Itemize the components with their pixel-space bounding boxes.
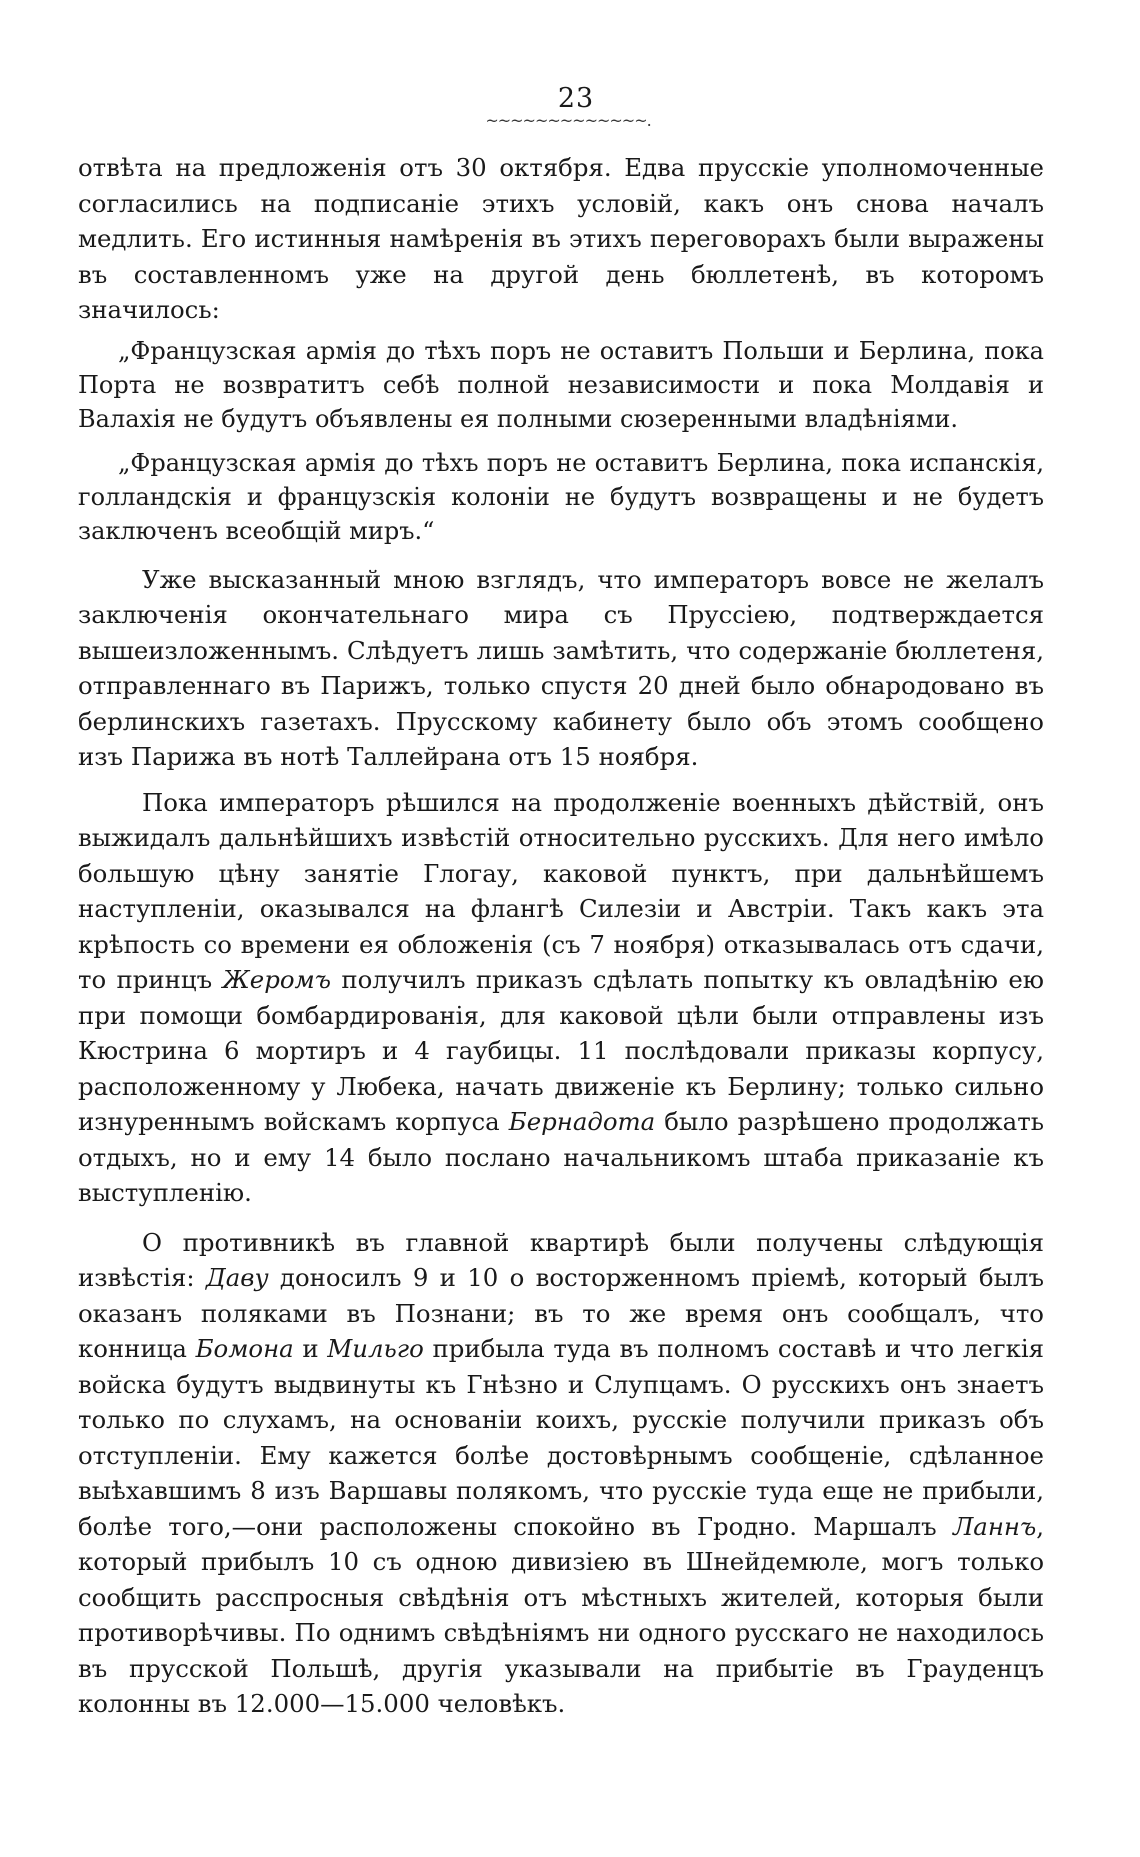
paragraph: отвѣта на предложенія отъ 30 октября. Едва прусскіе уполномоченные согласились на подписаніе этихъ условій, какъ онъ снова началъ медлить. Его истинныя намѣренія въ этихъ переговорахъ были выражены въ составленномъ уже на другой день бюллетенѣ, въ которомъ значилось: [78, 153, 1044, 324]
emphasis-name: Жеромъ [222, 965, 332, 994]
text-run: , который прибылъ 10 съ одною дивизіею въ Шнейдемюле, могъ только сообщить расспросныя свѣдѣнія отъ мѣстныхъ жителей, которыя были противорѣчивы. По однимъ свѣдѣніямъ ни одного русскаго не находилось въ прусской Польшѣ, другія указывали на прибытіе въ Грауденцъ колонны въ 12.000—15.000 человѣкъ. [78, 1511, 1044, 1718]
quote-paragraph: „Французская армія до тѣхъ поръ не оставитъ Берлина, пока испанскія, голландскія и французскія колоніи не будутъ возвращены и не будетъ заключенъ всеобщій миръ.“ [78, 448, 1044, 545]
body-text [78, 150, 1044, 1722]
text-run: доносилъ 9 и 10 о восторженномъ пріемѣ, который былъ оказанъ поляками въ Познани; въ то же время онъ сообщалъ, что конница [78, 1263, 1045, 1363]
page-number: 23 [557, 83, 595, 114]
text-run: прибыла туда въ полномъ составѣ и что легкія войска будутъ выдвинуты къ Гнѣзно и Слупцамъ. О русскихъ онъ знаетъ только по слухамъ, на основаніи коихъ, русскіе получили приказъ объ отступленіи. Ему кажется болѣе достовѣрнымъ сообщеніе, сдѣланное выѣхавшимъ 8 изъ Варшавы полякомъ, что русскіе туда еще не прибыли, болѣе того,—они расположены спокойно въ Гродно. Маршалъ [78, 1334, 1045, 1541]
emphasis-name: Даву [205, 1263, 269, 1292]
emphasis-name: Ланнъ [952, 1511, 1037, 1541]
header-ornament: ~~~~~~~~~~~~~. [485, 111, 651, 130]
quote-paragraph: „Французская армія до тѣхъ поръ не оставитъ Польши и Берлина, пока Порта не возвратитъ себѣ полной независимости и пока Молдавія и Валахія не будутъ объявлены ея полными сюзеренными владѣніями. [78, 336, 1044, 433]
text-run: было разрѣшено продолжать отдыхъ, но и ему 14 было послано начальникомъ штаба приказаніе къ выступленію. [78, 1107, 1044, 1207]
paragraph [78, 785, 1044, 1211]
emphasis-name: Бомона [195, 1334, 294, 1363]
emphasis-name: Бернадота [508, 1107, 656, 1136]
paragraph: Уже высказанный мною взглядъ, что императоръ вовсе не желалъ заключенія окончательнаго мира съ Пруссіею, подтверждается вышеизложеннымъ. Слѣдуетъ лишь замѣтить, что содержаніе бюллетеня, отправленнаго въ Парижъ, только спустя 20 дней было обнародовано въ берлинскихъ газетахъ. Прусскому кабинету было объ этомъ сообщено изъ Парижа въ нотѣ Таллейрана отъ 15 ноября. [78, 564, 1044, 771]
text-run: и [293, 1334, 328, 1363]
text-run: Пока императоръ рѣшился на продолженіе военныхъ дѣйствій, онъ выжидалъ дальнѣйшихъ извѣстій относительно русскихъ. Для него имѣло большую цѣну занятіе Глогау, каковой пунктъ, при дальнѣйшемъ наступленіи, оказывался на флангѣ Силезіи и Австріи. Такъ какъ эта крѣпость со времени ея обложенія (съ 7 ноября) отказывалась отъ сдачи, то принцъ [78, 787, 1044, 994]
text-run: получилъ приказъ сдѣлать попытку къ овладѣнію ею при помощи бомбардированія, для каковой цѣли были отправлены изъ Кюстрина 6 мортиръ и 4 гаубицы. 11 послѣдовали приказы корпусу, расположенному у Любека, начать движеніе къ Берлину; только сильно изнуреннымъ войскамъ корпуса [78, 965, 1044, 1136]
paragraph [78, 1225, 1044, 1722]
text-run: О противникѣ въ главной квартирѣ были получены слѣдующія извѣстія: [78, 1227, 1044, 1292]
emphasis-name: Мильго [327, 1334, 424, 1363]
